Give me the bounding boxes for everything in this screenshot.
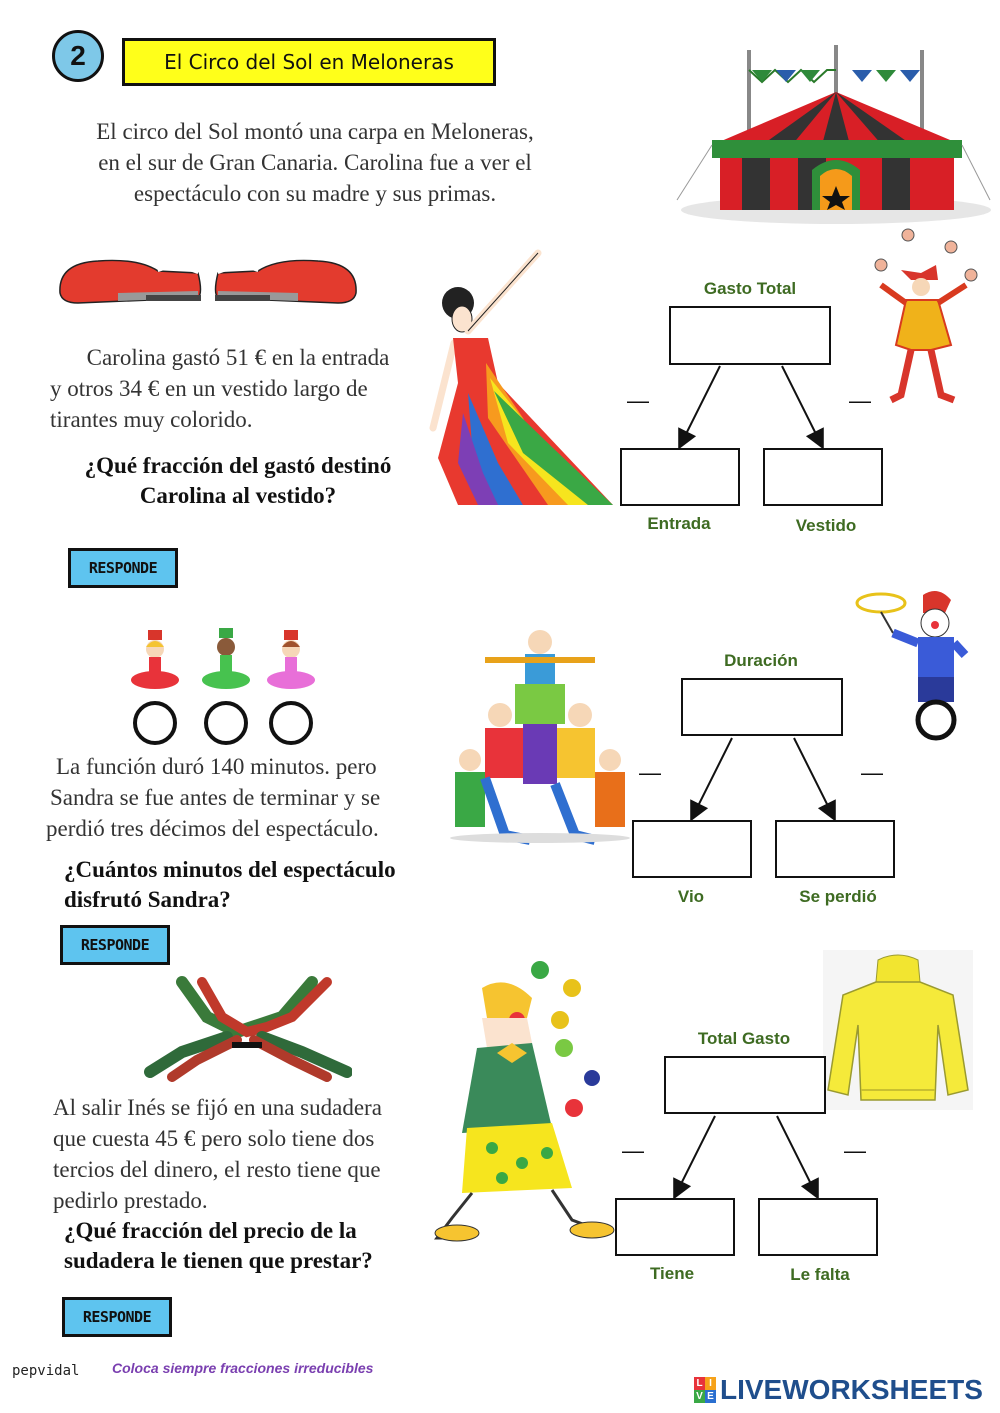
diagram1-right-dash: — — [849, 388, 871, 413]
acrobats-image — [142, 972, 352, 1082]
responde-button-2[interactable]: RESPONDE — [60, 925, 170, 965]
problem2-line: Sandra se fue antes de terminar y se — [50, 785, 381, 810]
diagram3-arrows — [595, 1110, 895, 1210]
diagram2-top-box[interactable] — [681, 678, 843, 736]
responde-button-1[interactable]: RESPONDE — [68, 548, 178, 588]
problem1-line: tirantes muy colorido. — [50, 407, 253, 432]
diagram3-left-dash: — — [622, 1138, 644, 1163]
clown-shoes-image — [58, 253, 358, 309]
diagram3-top-label: Total Gasto — [697, 1029, 791, 1048]
responde-button-3[interactable]: RESPONDE — [62, 1297, 172, 1337]
clown-pyramid-image — [445, 620, 635, 845]
diagram2-top-label: Duración — [724, 651, 798, 670]
yellow-sweater-image — [823, 950, 973, 1110]
logo-letter: I — [705, 1377, 716, 1390]
circus-tent-image — [672, 40, 994, 225]
unicycle-girls-image — [128, 625, 328, 747]
problem1-question — [48, 451, 428, 511]
diagram3-right-dash: — — [844, 1138, 866, 1163]
brand-name: LIVEWORKSHEETS — [720, 1374, 983, 1405]
page-title: El Circo del Sol en Meloneras — [122, 38, 496, 86]
problem3-line: tercios del dinero, el resto tiene que — [53, 1157, 381, 1182]
liveworksheets-brand[interactable] — [694, 1374, 983, 1406]
problem3-question — [64, 1216, 454, 1276]
author-signature: pepvidal — [12, 1363, 80, 1379]
problem2-line: La función duró 140 minutos. pero — [56, 754, 377, 779]
problem3-text — [53, 1092, 443, 1216]
problem1-line: y otros 34 € en un vestido largo de — [50, 376, 368, 401]
diagram2-left-label: Vio — [677, 887, 705, 906]
problem1-question-line: Carolina al vestido? — [139, 483, 337, 508]
diagram1-top-label: Gasto Total — [703, 279, 797, 298]
diagram2-left-dash: — — [639, 760, 661, 785]
problem2-question-line: ¿Cuántos minutos del espectáculo — [64, 857, 396, 882]
diagram3-left-label: Tiene — [649, 1264, 695, 1283]
liveworksheets-logo-icon — [694, 1377, 716, 1403]
diagram2-right-dash: — — [861, 760, 883, 785]
diagram2-arrows — [612, 732, 912, 832]
diagram2-right-label: Se perdió — [799, 887, 877, 906]
problem3-question-line: sudadera le tienen que prestar? — [64, 1248, 373, 1273]
diagram1-top-box[interactable] — [669, 306, 831, 365]
logo-letter: E — [705, 1390, 716, 1403]
problem3-line: pedirlo prestado. — [53, 1188, 208, 1213]
section-number-badge — [52, 30, 104, 82]
intro-line: El circo del Sol montó una carpa en Meloneras, — [96, 119, 534, 144]
diagram1-left-dash: — — [627, 388, 649, 413]
unicycle-clown-image — [853, 585, 971, 743]
problem3-question-line: ¿Qué fracción del precio de la — [64, 1218, 357, 1243]
diagram1-arrows — [600, 360, 900, 460]
juggling-clown-image — [432, 958, 622, 1243]
dancer-rainbow-dress-image — [428, 243, 618, 508]
problem1-question-line: ¿Qué fracción del gastó destinó — [84, 453, 392, 478]
diagram1-right-label: Vestido — [795, 516, 857, 535]
problem2-question — [64, 855, 464, 915]
problem1-line: Carolina gastó 51 € en la entrada — [86, 345, 390, 370]
problem2-question-line: disfrutó Sandra? — [64, 887, 231, 912]
diagram3-top-box[interactable] — [664, 1056, 826, 1114]
problem3-line: Al salir Inés se fijó en una sudadera — [53, 1095, 382, 1120]
logo-letter: V — [694, 1390, 705, 1403]
intro-paragraph — [55, 116, 575, 209]
problem2-text — [46, 751, 436, 844]
problem2-line: perdió tres décimos del espectáculo. — [46, 816, 379, 841]
section-number: 2 — [70, 40, 86, 71]
intro-line: espectáculo con su madre y sus primas. — [133, 181, 497, 206]
problem3-line: que cuesta 45 € pero solo tiene dos — [53, 1126, 375, 1151]
logo-letter: L — [694, 1377, 705, 1390]
instruction-note: Coloca siempre fracciones irreducibles — [112, 1360, 374, 1376]
problem1-text — [48, 342, 428, 435]
intro-line: en el sur de Gran Canaria. Carolina fue a ver el — [98, 150, 532, 175]
diagram3-right-label: Le falta — [790, 1265, 850, 1284]
diagram1-left-label: Entrada — [647, 514, 711, 533]
